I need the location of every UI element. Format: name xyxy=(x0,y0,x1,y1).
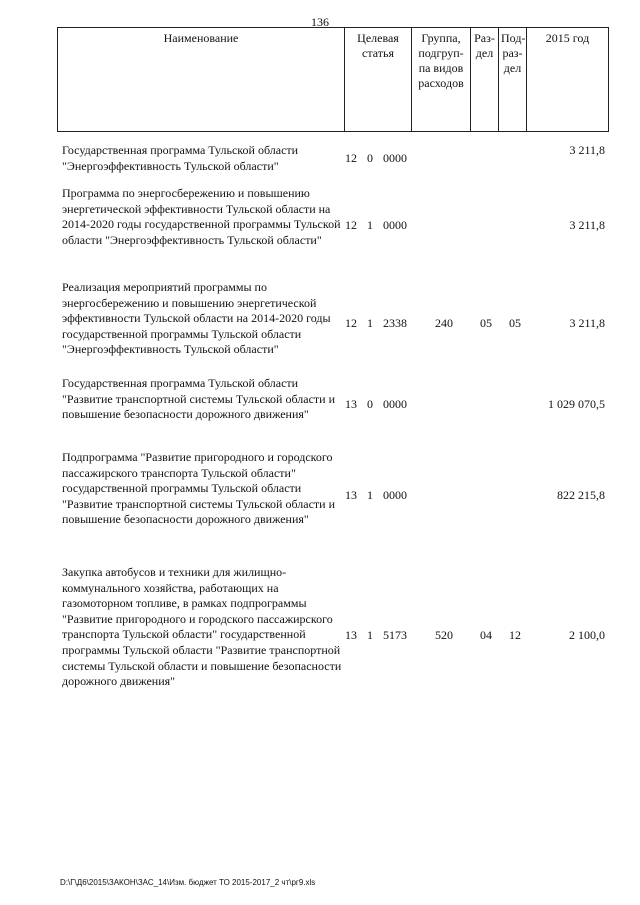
row-amount: 822 215,8 xyxy=(557,488,605,502)
row-article-part2: 0 xyxy=(367,151,373,165)
row-amount: 1 029 070,5 xyxy=(548,397,605,411)
row-article-part1: 12 xyxy=(345,151,357,165)
row-group: 520 xyxy=(435,628,453,642)
row-article-part3: 2338 xyxy=(383,316,407,330)
row-name: Государственная программа Тульской области "Энергоэффективность Тульской области" xyxy=(62,143,299,173)
table-header xyxy=(57,27,609,132)
row-article-part2: 1 xyxy=(367,218,373,232)
row-section: 04 xyxy=(480,628,492,642)
row-article-part1: 12 xyxy=(345,316,357,330)
header-name: Наименование xyxy=(58,28,345,132)
row-article-part3: 0000 xyxy=(383,218,407,232)
row-name: Закупка автобусов и техники для жилищно-коммунального хозяйства, работающих на газомоторном топливе, в рамках подпрограммы "Развитие пригородного и городского пассажирского транспорта Тульской области" государственной программы Тульской области "Развитие транспортной системы Тульской области и повышение безопасности дорожного движения" xyxy=(62,565,342,689)
row-amount: 3 211,8 xyxy=(569,316,605,330)
file-path: D:\Г\Д6\2015\ЗАКОН\ЗАС_14\Изм. бюджет ТО 2015-2017_2 чт\рг9.xls xyxy=(60,878,316,887)
row-article-part2: 1 xyxy=(367,488,373,502)
row-article-part1: 13 xyxy=(345,628,357,642)
row-article-part3: 5173 xyxy=(383,628,407,642)
row-article-part1: 12 xyxy=(345,218,357,232)
row-article-part3: 0000 xyxy=(383,397,407,411)
row-amount: 3 211,8 xyxy=(569,143,605,157)
row-name: Реализация мероприятий программы по энергосбережению и повышению энергетической эффективности Тульской области на 2014-2020 годы государственной программы Тульской области "Энергоэффективность Тульской области" xyxy=(62,280,331,357)
header-target-article: Целевая статья xyxy=(345,28,412,132)
row-article-part2: 1 xyxy=(367,316,373,330)
row-article-part2: 1 xyxy=(367,628,373,642)
row-subsection: 12 xyxy=(509,628,521,642)
row-article-part1: 13 xyxy=(345,488,357,502)
header-year: 2015 год xyxy=(527,28,609,132)
row-article-part3: 0000 xyxy=(383,151,407,165)
row-name: Государственная программа Тульской области "Развитие транспортной системы Тульской области и повышение безопасности дорожного движения" xyxy=(62,376,336,422)
header-section: Раз-дел xyxy=(471,28,499,132)
row-group: 240 xyxy=(435,316,453,330)
row-section: 05 xyxy=(480,316,492,330)
row-subsection: 05 xyxy=(509,316,521,330)
row-amount: 2 100,0 xyxy=(569,628,605,642)
row-amount: 3 211,8 xyxy=(569,218,605,232)
row-name: Программа по энергосбережению и повышению энергетической эффективности Тульской области на 2014-2020 годы государственной программы Тульской области "Энергоэффективность Тульской области" xyxy=(62,186,341,247)
row-name: Подпрограмма "Развитие пригородного и городского пассажирского транспорта Тульской области" государственной программы Тульской области "Развитие транспортной системы Тульской области и повышение безопасности дорожного движения" xyxy=(62,450,336,527)
header-group: Группа, подгруп-па видов расходов xyxy=(412,28,471,132)
row-article-part3: 0000 xyxy=(383,488,407,502)
row-article-part1: 13 xyxy=(345,397,357,411)
header-subsection: Под-раз-дел xyxy=(499,28,527,132)
page-number: 136 xyxy=(311,15,329,29)
row-article-part2: 0 xyxy=(367,397,373,411)
